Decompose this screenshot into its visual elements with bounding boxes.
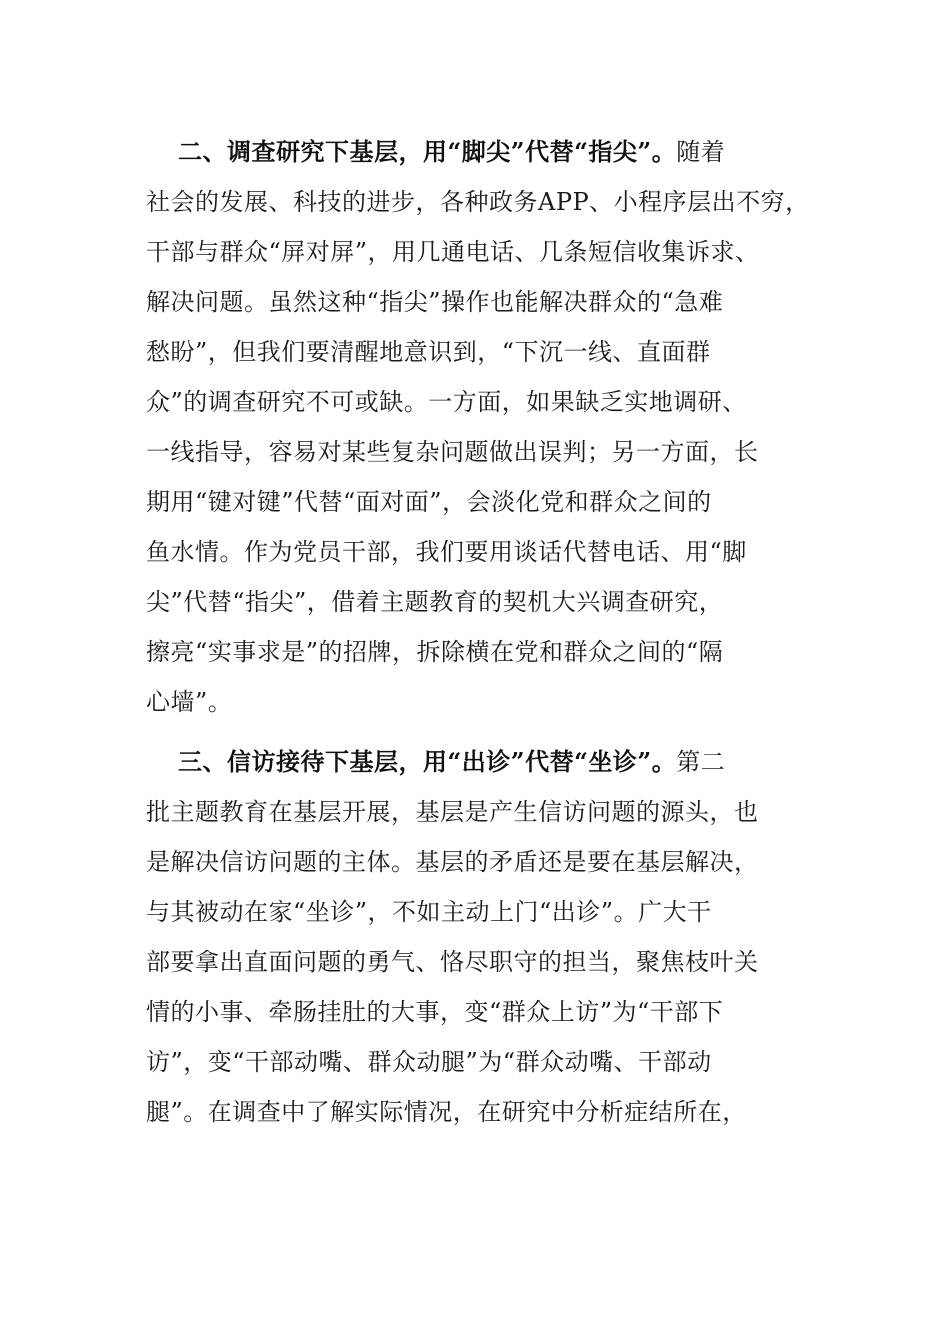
section3-line-4: 部要拿出直面问题的勇气、恪尽职守的担当，聚焦枝叶关	[146, 948, 759, 976]
section3-line-0: 第二	[676, 748, 726, 776]
section2-line-8: 鱼水情。作为党员干部，我们要用谈话代替电话、用“脚	[146, 538, 747, 566]
section3-line-1: 批主题教育在基层开展，基层是产生信访问题的源头，也	[146, 798, 759, 826]
section3-line-7: 腿”。在调查中了解实际情况，在研究中分析症结所在，	[146, 1098, 747, 1126]
section2-line-4: 愁盼”，但我们要清醒地意识到，“下沉一线、直面群	[146, 338, 711, 366]
section2-line-9: 尖”代替“指尖”，借着主题教育的契机大兴调查研究，	[146, 588, 724, 616]
section2-line-1: 社会的发展、科技的进步，各种政务APP、小程序层出不穷，	[146, 188, 810, 216]
section2-line-10: 擦亮“实事求是”的招牌，拆除横在党和群众之间的“隔	[146, 638, 724, 666]
section2-first-line	[178, 132, 878, 172]
section2-line-7: 期用“键对键”代替“面对面”，会淡化党和群众之间的	[146, 488, 712, 516]
section2-line-2: 干部与群众“屏对屏”，用几通电话、几条短信收集诉求、	[146, 238, 760, 266]
section2-heading: 二、调查研究下基层，用“脚尖”代替“指尖”。	[178, 137, 677, 166]
section3-heading: 三、信访接待下基层，用“出诊”代替“坐诊”。	[178, 747, 677, 776]
section3-line-3: 与其被动在家“坐诊”，不如主动上门“出诊”。广大干	[146, 898, 712, 926]
section2-line-5: 众”的调查研究不可或缺。一方面，如果缺乏实地调研、	[146, 388, 747, 416]
section3-line-2: 是解决信访问题的主体。基层的矛盾还是要在基层解决，	[146, 848, 759, 876]
section3-line-6: 访”，变“干部动嘴、群众动腿”为“群众动嘴、干部动	[146, 1048, 712, 1076]
section2-line-0: 随着	[676, 138, 726, 166]
section2-line-6: 一线指导，容易对某些复杂问题做出误判；另一方面，长	[146, 438, 759, 466]
section3-line-5: 情的小事、牵肠挂肚的大事，变“群众上访”为“干部下	[146, 998, 724, 1026]
section2-line-3: 解决问题。虽然这种“指尖”操作也能解决群众的“急难	[146, 288, 724, 316]
section3-first-line	[178, 742, 878, 782]
section2-line-11: 心墙”。	[146, 688, 233, 716]
